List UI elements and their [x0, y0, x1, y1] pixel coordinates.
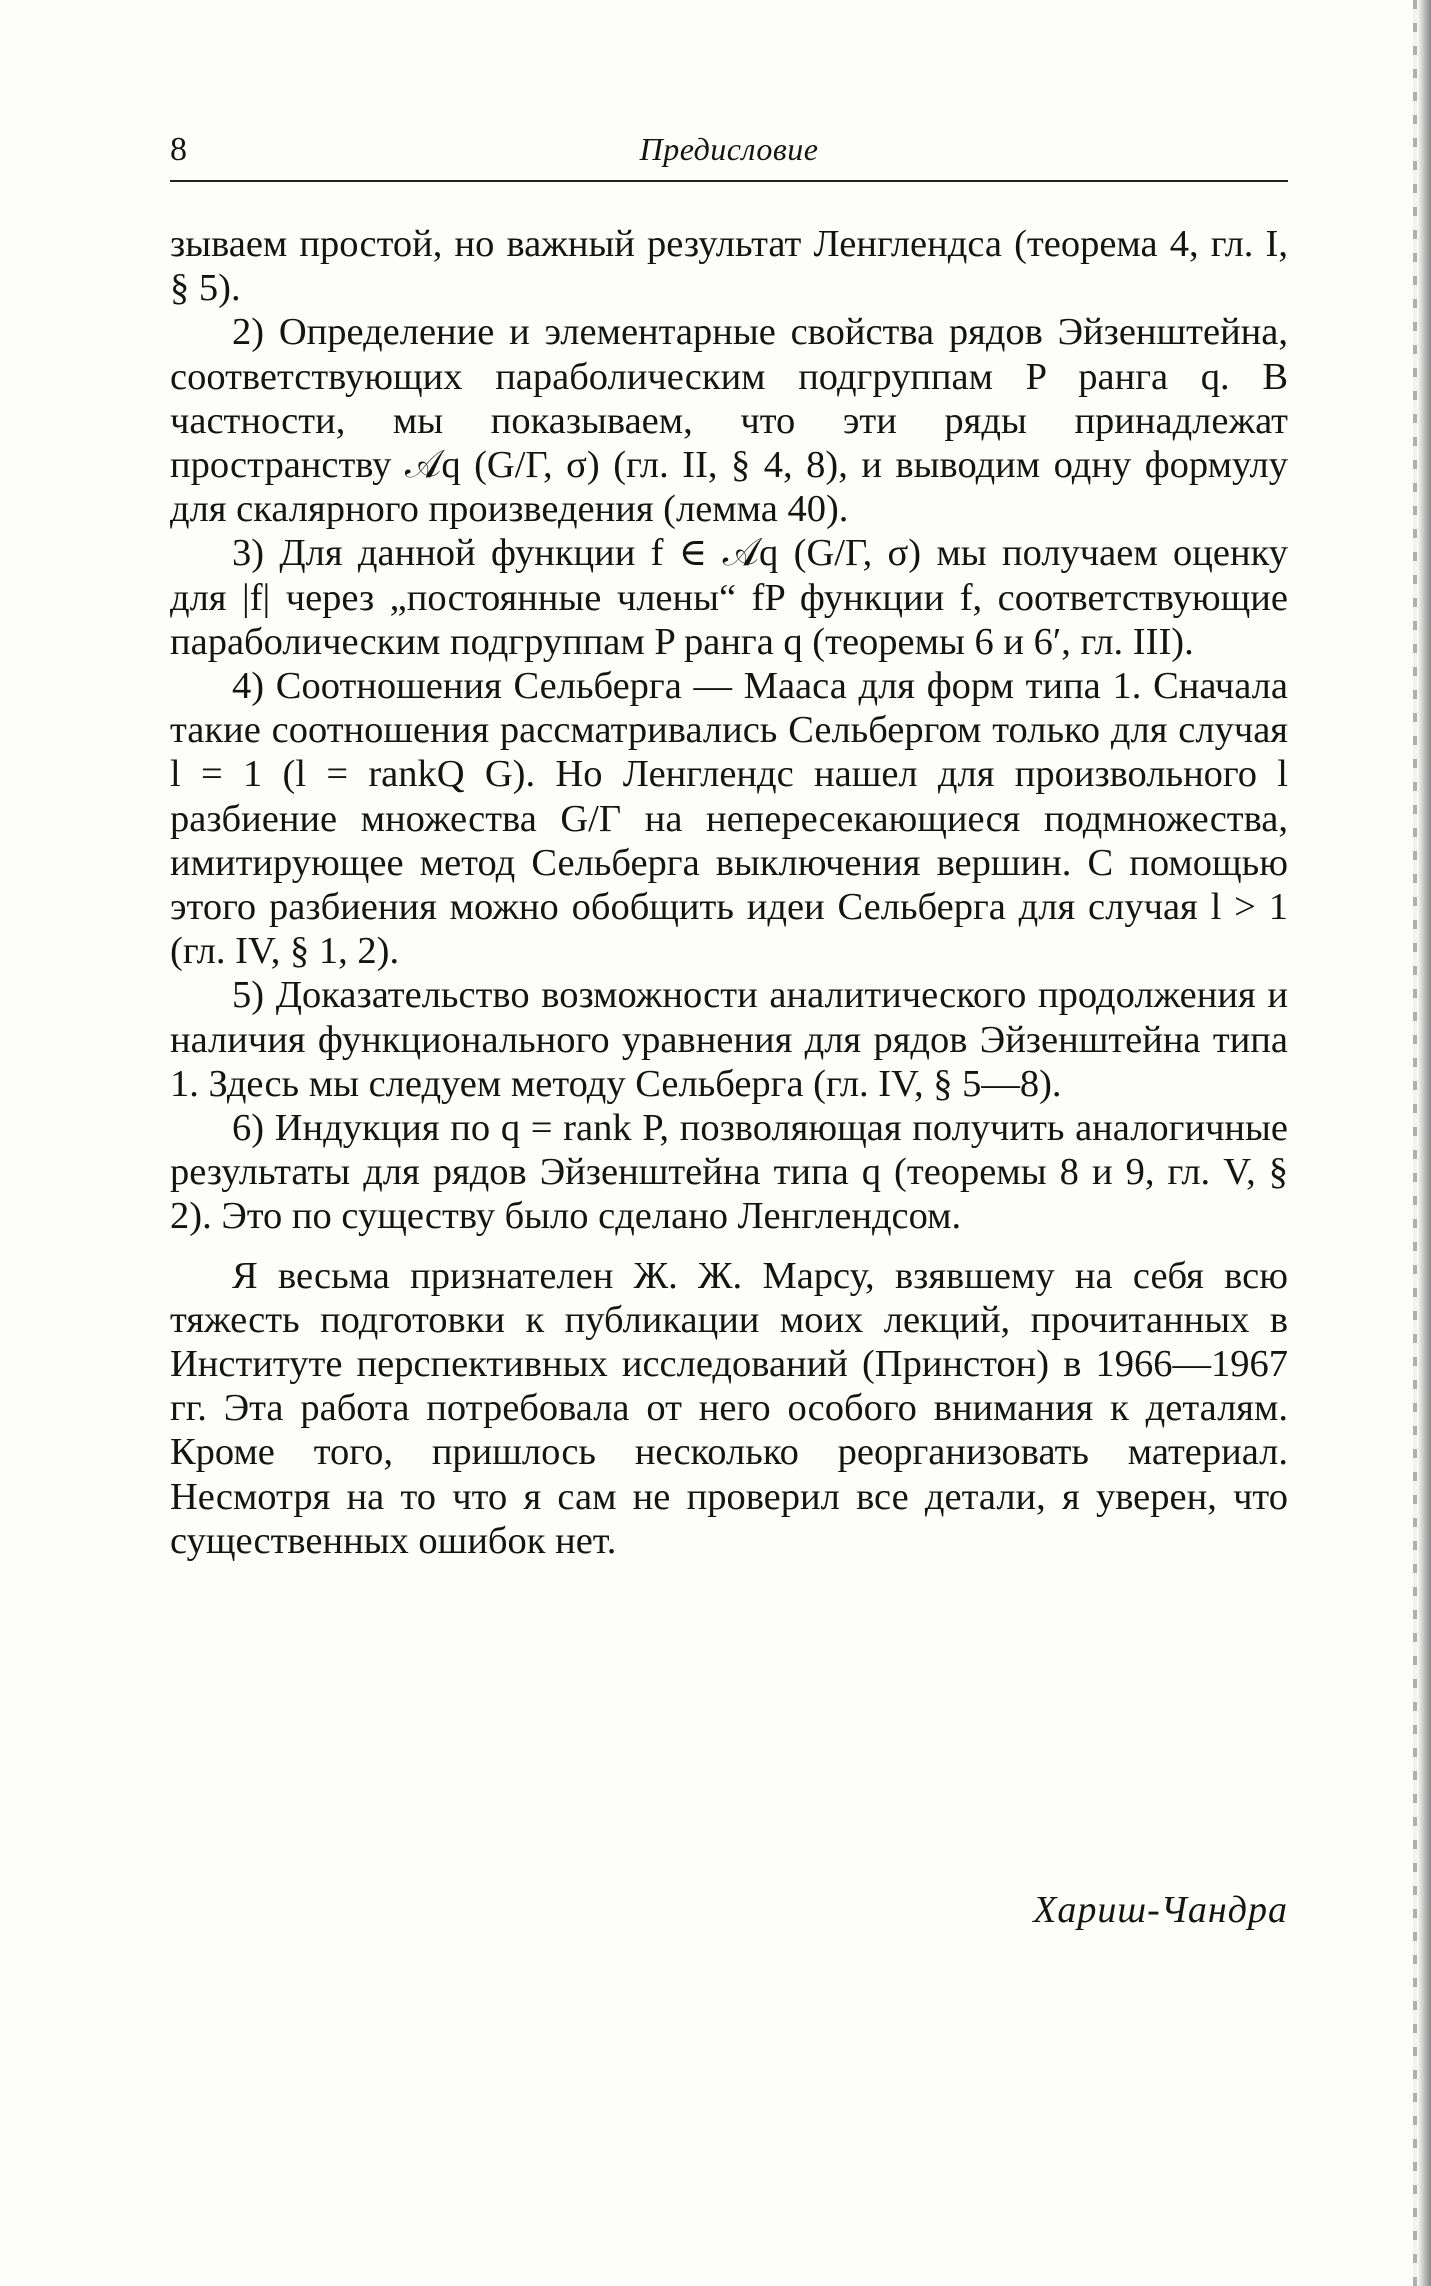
scan-edge: [1417, 0, 1431, 2286]
author-signature: Хариш-Чандра: [1033, 1889, 1288, 1931]
list-item-3: 3) Для данной функции f ∈ 𝒜q (G/Γ, σ) мы получаем оценку для |f| через „постоянные члены“ fP функции f, соответствующие параболическим подгруппам P ранга q (теоремы 6 и 6′, гл. III).: [170, 532, 1288, 663]
running-head: Предисловие: [639, 131, 819, 167]
paragraph-continuation: зываем простой, но важный результат Ленглендса (теорема 4, гл. I, § 5).: [170, 223, 1288, 310]
page-header: [170, 125, 1288, 175]
list-item-4: 4) Соотношения Сельберга — Мааса для форм типа 1. Сначала такие соотношения рассматривались Сельбергом только для случая l = 1 (l = rankQ G). Но Ленглендс нашел для произвольного l разбиение множества G/Γ на непересекающиеся подмножества, имитирующее метод Сельберга выключения вершин. С помощью этого разбиения можно обобщить идеи Сельберга для случая l > 1 (гл. IV, § 1, 2).: [170, 665, 1288, 973]
list-item-6: 6) Индукция по q = rank P, позволяющая получить аналогичные результаты для рядов Эйзенштейна типа q (теоремы 8 и 9, гл. V, § 2). Это по существу было сделано Ленглендсом.: [170, 1107, 1288, 1238]
acknowledgement-paragraph: Я весьма признателен Ж. Ж. Марсу, взявшему на себя всю тяжесть подготовки к публикации моих лекций, прочитанных в Институте перспективных исследований (Принстон) в 1966—1967 гг. Эта работа потребовала от него особого внимания к деталям. Кроме того, пришлось несколько реорганизовать материал. Несмотря на то что я сам не проверил все детали, я уверен, что существенных ошибок нет.: [170, 1254, 1288, 1562]
list-item-2: 2) Определение и элементарные свойства рядов Эйзенштейна, соответствующих параболическим подгруппам P ранга q. В частности, мы показываем, что эти ряды принадлежат пространству 𝒜q (G/Γ, σ) (гл. II, § 4, 8), и выводим одну формулу для скалярного произведения (лемма 40).: [170, 311, 1288, 531]
body-text: [170, 222, 1288, 1563]
list-item-5: 5) Доказательство возможности аналитического продолжения и наличия функционального уравнения для рядов Эйзенштейна типа 1. Здесь мы следуем методу Сельберга (гл. IV, § 5—8).: [170, 974, 1288, 1105]
header-rule: [170, 180, 1288, 182]
page-number: 8: [170, 131, 187, 168]
